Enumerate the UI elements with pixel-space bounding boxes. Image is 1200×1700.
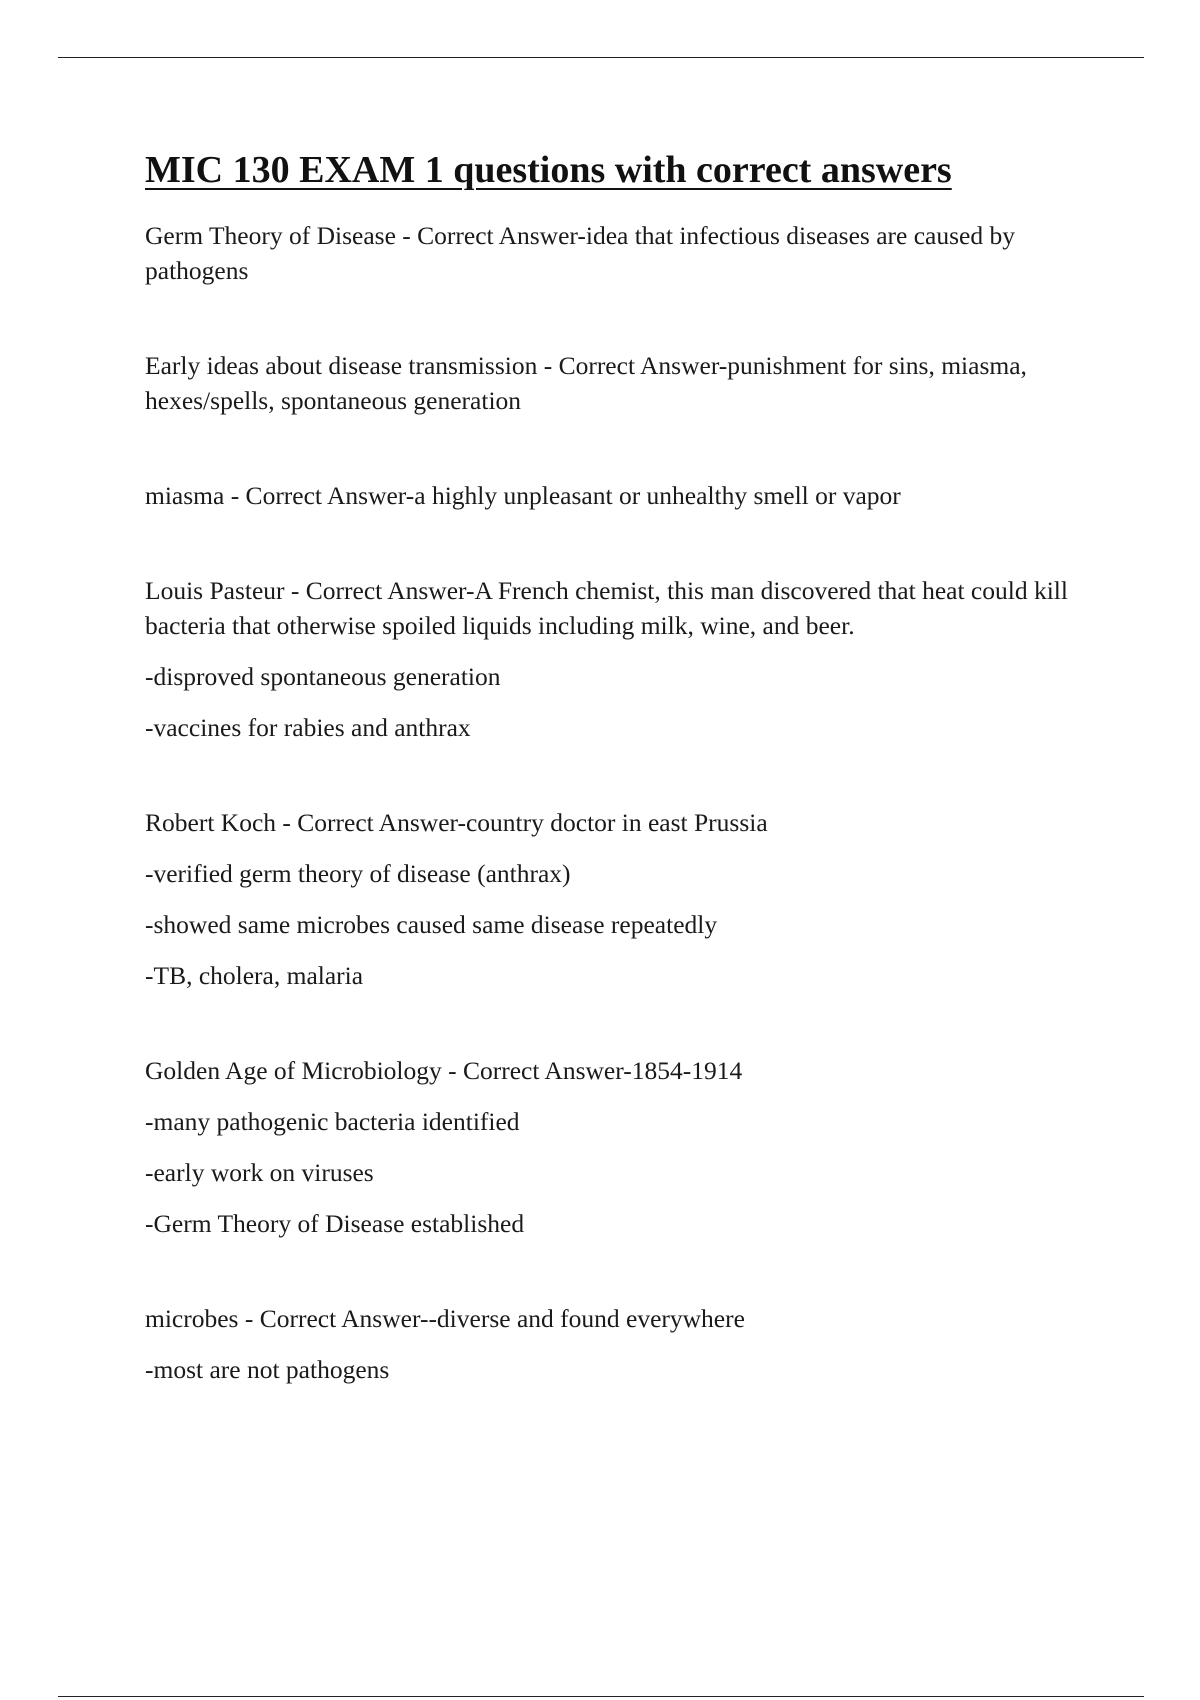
qa-text: Germ Theory of Disease - Correct Answer-idea that infectious diseases are caused by pathogens bbox=[145, 221, 1015, 285]
qa-text: Golden Age of Microbiology - Correct Answer-1854-1914 bbox=[145, 1056, 743, 1085]
qa-entry-germ-theory bbox=[145, 218, 1085, 288]
qa-detail-line: -verified germ theory of disease (anthrax) bbox=[145, 859, 571, 888]
qa-detail-line: -vaccines for rabies and anthrax bbox=[145, 713, 471, 742]
qa-detail-line: -disproved spontaneous generation bbox=[145, 662, 501, 691]
qa-entry-robert-koch bbox=[145, 805, 1085, 993]
qa-text: miasma - Correct Answer-a highly unpleasant or unhealthy smell or vapor bbox=[145, 481, 901, 510]
qa-text: microbes - Correct Answer--diverse and found everywhere bbox=[145, 1304, 745, 1333]
qa-entry-early-ideas bbox=[145, 348, 1085, 418]
qa-text: Louis Pasteur - Correct Answer-A French chemist, this man discovered that heat could kill bacteria that otherwise spoiled liquids including milk, wine, and beer. bbox=[145, 576, 1068, 640]
qa-detail-line: -early work on viruses bbox=[145, 1158, 374, 1187]
qa-text: Robert Koch - Correct Answer-country doctor in east Prussia bbox=[145, 808, 768, 837]
qa-detail-line: -most are not pathogens bbox=[145, 1355, 390, 1384]
header-rule bbox=[58, 57, 1144, 58]
qa-entry-miasma bbox=[145, 478, 1085, 513]
qa-detail-line: -many pathogenic bacteria identified bbox=[145, 1107, 520, 1136]
qa-detail-line: -TB, cholera, malaria bbox=[145, 961, 364, 990]
qa-entry-microbes bbox=[145, 1301, 1085, 1387]
document-body bbox=[145, 142, 1085, 1447]
qa-entry-golden-age bbox=[145, 1053, 1085, 1241]
document-title: MIC 130 EXAM 1 questions with correct answers bbox=[145, 149, 952, 191]
qa-entry-louis-pasteur bbox=[145, 573, 1085, 745]
qa-text: Early ideas about disease transmission - Correct Answer-punishment for sins, miasma, hexes/spells, spontaneous generation bbox=[145, 351, 1027, 415]
footer-rule bbox=[58, 1696, 1144, 1697]
qa-detail-line: -showed same microbes caused same disease repeatedly bbox=[145, 910, 718, 939]
qa-detail-line: -Germ Theory of Disease established bbox=[145, 1209, 525, 1238]
